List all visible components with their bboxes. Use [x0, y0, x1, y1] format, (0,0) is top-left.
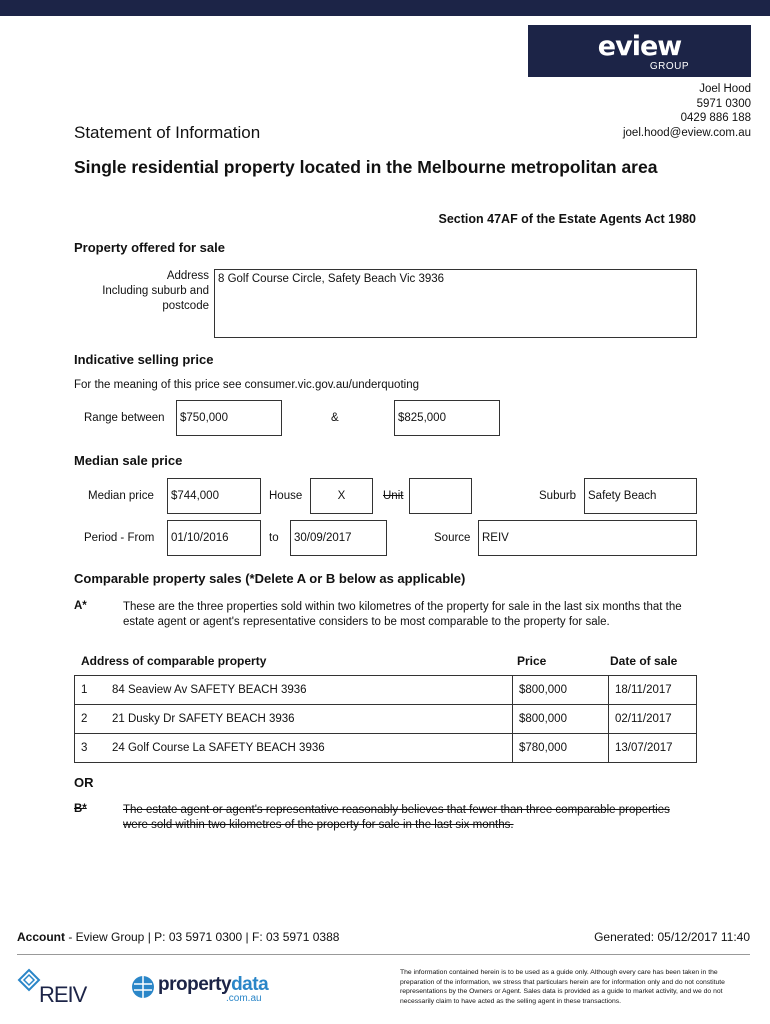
range-high-field[interactable]: $825,000 — [394, 400, 500, 436]
comparable-heading: Comparable property sales (*Delete A or B below as applicable) — [74, 571, 466, 586]
suburb-label: Suburb — [539, 490, 577, 502]
agent-mobile: 0429 886 188 — [680, 112, 751, 125]
median-heading: Median sale price — [74, 453, 183, 468]
table-row — [75, 734, 697, 763]
pdata-part-1: property — [158, 974, 232, 995]
address-label — [74, 269, 209, 314]
reiv-logo — [17, 968, 92, 1008]
top-bar — [0, 0, 770, 16]
footer-divider — [17, 954, 750, 955]
row-address: 84 Seaview Av SAFETY BEACH 3936 — [112, 684, 307, 696]
suburb-field[interactable]: Safety Beach — [584, 478, 697, 514]
pdata-part-2: data — [231, 974, 269, 995]
propertydata-domain: .com.au — [226, 993, 262, 1004]
range-low-field[interactable]: $750,000 — [176, 400, 282, 436]
row-number: 2 — [81, 713, 88, 725]
row-address: 24 Golf Course La SAFETY BEACH 3936 — [112, 742, 325, 754]
logo-sub: GROUP — [649, 61, 690, 72]
agent-name: Joel Hood — [699, 83, 751, 95]
address-label-line-2: Including suburb and — [102, 285, 209, 297]
row-address-cell — [75, 705, 513, 734]
range-and: & — [331, 412, 339, 424]
or-separator: OR — [74, 775, 94, 790]
agent-email[interactable]: joel.hood@eview.com.au — [622, 126, 751, 139]
option-b-label: B* — [74, 803, 87, 815]
logo-brand: eview — [597, 31, 682, 62]
col-price-header: Price — [517, 654, 547, 668]
account-details: - Eview Group | P: 03 5971 0300 | F: 03 5971 0388 — [65, 930, 340, 944]
address-label-line-1: Address — [166, 270, 209, 282]
col-address-header: Address of comparable property — [81, 654, 267, 668]
underquoting-note: For the meaning of this price see consumer.vic.gov.au/underquoting — [74, 379, 419, 391]
row-address: 21 Dusky Dr SAFETY BEACH 3936 — [112, 713, 295, 725]
reiv-text: REIV — [39, 982, 87, 1007]
table-row — [75, 676, 697, 705]
row-price: $780,000 — [513, 734, 609, 763]
address-label-line-3: postcode — [162, 300, 209, 312]
option-a-text: These are the three properties sold within two kilometres of the property for sale in the last six months that the estate agent or agent's representative considers to be most comparable to the property for sale. — [123, 601, 682, 628]
indicative-heading: Indicative selling price — [74, 352, 214, 367]
account-label: Account — [17, 930, 65, 944]
row-address-cell — [75, 734, 513, 763]
propertydata-globe-icon — [130, 974, 156, 1000]
propertydata-logo — [130, 972, 270, 1008]
agent-contact — [623, 82, 751, 140]
period-to-field[interactable]: 30/09/2017 — [290, 520, 387, 556]
eview-logo — [528, 25, 751, 77]
range-label: Range between — [84, 412, 165, 424]
option-a-label: A* — [74, 600, 87, 612]
source-field[interactable]: REIV — [478, 520, 697, 556]
account-info — [17, 930, 339, 944]
statement-heading: Statement of Information — [74, 123, 261, 142]
row-date: 02/11/2017 — [609, 705, 697, 734]
median-price-label: Median price — [88, 490, 154, 502]
table-row — [75, 705, 697, 734]
median-price-field[interactable]: $744,000 — [167, 478, 261, 514]
col-date-header: Date of sale — [610, 654, 678, 668]
section-reference: Section 47AF of the Estate Agents Act 1980 — [438, 212, 696, 226]
source-label: Source — [434, 532, 471, 544]
period-from-field[interactable]: 01/10/2016 — [167, 520, 261, 556]
offered-heading: Property offered for sale — [74, 240, 225, 255]
row-date: 13/07/2017 — [609, 734, 697, 763]
option-b-text: The estate agent or agent's representative reasonably believes that fewer than three comparable properties were sold within two kilometres of the property for sale in the last six months. — [123, 804, 670, 831]
unit-label: Unit — [383, 490, 404, 502]
row-number: 1 — [81, 684, 88, 696]
address-field[interactable]: 8 Golf Course Circle, Safety Beach Vic 3936 — [214, 269, 697, 338]
row-address-cell — [75, 676, 513, 705]
generated-timestamp: Generated: 05/12/2017 11:40 — [594, 930, 750, 944]
reiv-diamond-icon — [17, 968, 41, 994]
page-title: Single residential property located in the Melbourne metropolitan area — [74, 157, 658, 177]
house-label: House — [269, 490, 303, 502]
comparable-table — [74, 675, 697, 763]
disclaimer-text: The information contained herein is to be used as a guide only. Although every care has been taken in the preparation of the information, we stress that particulars herein are for information only and do not constitute representations by the Owners or Agent. Sales data is provided as a guide to market activity, and we do not necessarily claim to have acted as the selling agent in these transactions. — [400, 969, 725, 1005]
agent-phone: 5971 0300 — [696, 97, 751, 110]
period-to-label: to — [269, 532, 279, 544]
row-price: $800,000 — [513, 676, 609, 705]
row-date: 18/11/2017 — [609, 676, 697, 705]
house-field[interactable]: X — [310, 478, 373, 514]
period-label: Period - From — [84, 532, 155, 544]
unit-field[interactable] — [409, 478, 472, 514]
row-price: $800,000 — [513, 705, 609, 734]
row-number: 3 — [81, 742, 88, 754]
